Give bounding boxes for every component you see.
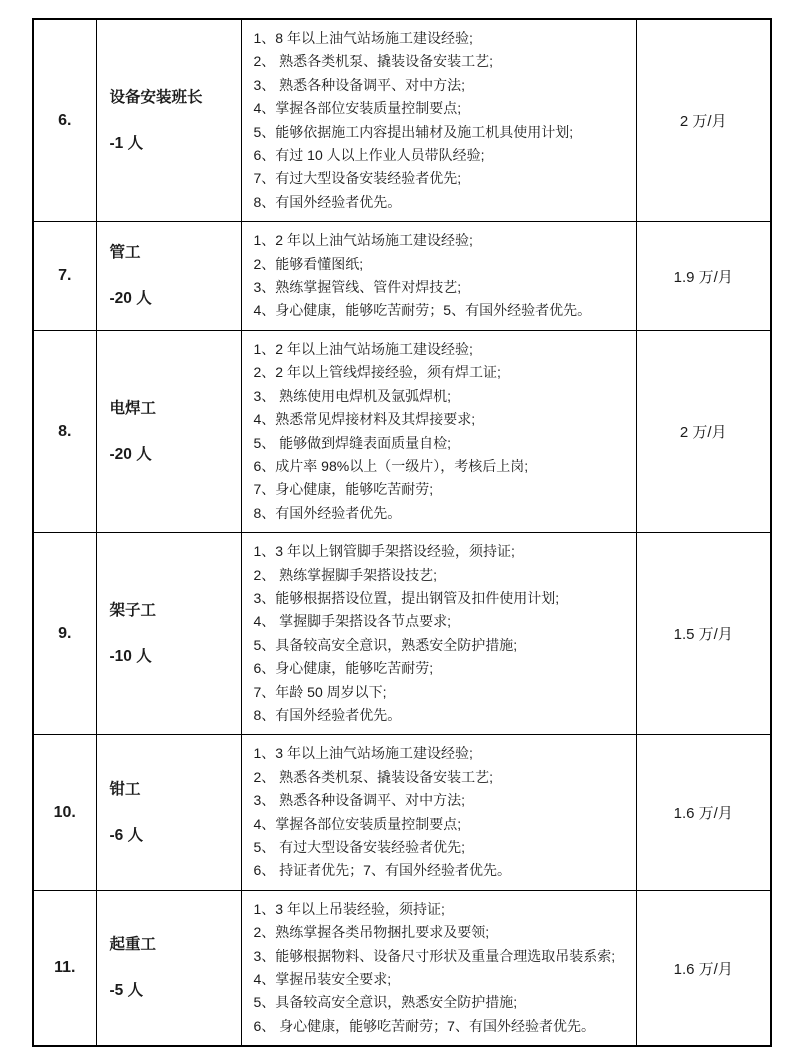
job-title: 电焊工	[109, 399, 157, 417]
job-headcount: -20 人	[109, 290, 152, 308]
requirement-line: 7、有过大型设备安装经验者优先;	[253, 170, 462, 187]
table-row-job-6	[33, 19, 771, 222]
row-number-text: 8.	[58, 422, 72, 440]
requirement-line: 2、2 年以上管线焊接经验，须有焊工证;	[253, 364, 501, 381]
job-title: 钳工	[109, 780, 141, 798]
requirement-line: 8、有国外经验者优先。	[253, 504, 402, 521]
row-number-text: 7.	[58, 267, 72, 285]
salary-value: 1.5 万/月	[673, 626, 733, 644]
requirement-line: 7、身心健康，能够吃苦耐劳;	[253, 481, 434, 498]
table-row-job-11	[33, 890, 771, 1046]
row-number-text: 6.	[58, 111, 72, 129]
requirement-line: 2、 熟练掌握脚手架搭设技艺;	[253, 566, 438, 583]
requirement-line: 3、 熟悉各种设备调平、对中方法;	[253, 792, 466, 809]
requirement-line: 6、成片率 98%以上（一级片），考核后上岗;	[253, 457, 529, 474]
job-title-cell	[96, 222, 241, 331]
requirement-line: 6、有过 10 人以上作业人员带队经验;	[253, 147, 485, 164]
requirement-line: 5、具备较高安全意识，熟悉安全防护措施;	[253, 994, 518, 1011]
job-salary-cell	[636, 19, 771, 222]
requirement-line: 1、3 年以上吊装经验，须持证;	[253, 900, 445, 917]
job-requirements-cell	[241, 890, 636, 1046]
requirement-line: 8、有国外经验者优先。	[253, 193, 402, 210]
job-requirements-cell	[241, 222, 636, 331]
requirement-line: 3、 熟练使用电焊机及氩弧焊机;	[253, 387, 452, 404]
requirement-line: 4、掌握吊装安全要求;	[253, 971, 392, 988]
job-headcount: -20 人	[109, 445, 152, 463]
requirement-line: 2、能够看懂图纸;	[253, 255, 364, 272]
requirement-line: 3、 熟悉各种设备调平、对中方法;	[253, 76, 466, 93]
requirement-line: 1、8 年以上油气站场施工建设经验;	[253, 30, 473, 46]
job-title: 起重工	[109, 936, 157, 954]
requirement-line: 3、能够根据物料、设备尺寸形状及重量合理选取吊装系索;	[253, 947, 616, 964]
job-salary-cell	[636, 735, 771, 890]
requirement-line: 5、能够依据施工内容提出辅材及施工机具使用计划;	[253, 123, 574, 140]
requirement-line: 4、身心健康，能够吃苦耐劳；5、有国外经验者优先。	[253, 302, 592, 319]
salary-value: 1.6 万/月	[673, 960, 733, 978]
requirement-line: 4、掌握各部位安装质量控制要点;	[253, 100, 462, 117]
job-headcount: -10 人	[109, 647, 152, 665]
salary-value: 2 万/月	[679, 424, 727, 441]
requirement-line: 5、具备较高安全意识，熟悉安全防护措施;	[253, 636, 518, 653]
requirement-line: 1、3 年以上钢管脚手架搭设经验，须持证;	[253, 543, 515, 560]
requirement-line: 5、 能够做到焊缝表面质量自检;	[253, 434, 452, 451]
job-title-cell	[96, 890, 241, 1046]
requirement-line: 3、能够根据搭设位置，提出钢管及扣件使用计划;	[253, 589, 560, 606]
job-salary-cell	[636, 330, 771, 532]
salary-value: 1.9 万/月	[673, 268, 733, 286]
job-title-cell	[96, 533, 241, 735]
job-requirements-table	[32, 18, 772, 1047]
requirement-line: 8、有国外经验者优先。	[253, 706, 402, 723]
requirement-line: 6、 持证者优先；7、有国外经验者优先。	[253, 862, 511, 879]
salary-value: 1.6 万/月	[673, 805, 733, 823]
row-number-text: 9.	[58, 624, 72, 642]
job-requirements-cell	[241, 735, 636, 890]
requirement-line: 2、熟练掌握各类吊物捆扎要求及要领;	[253, 924, 490, 941]
requirement-line: 5、 有过大型设备安装经验者优先;	[253, 839, 466, 855]
job-title: 管工	[109, 244, 141, 262]
job-salary-cell	[636, 533, 771, 735]
job-title-cell	[96, 330, 241, 532]
row-number	[33, 222, 96, 331]
salary-value: 2 万/月	[679, 113, 727, 131]
requirement-line: 3、熟练掌握管线、管件对焊技艺;	[253, 279, 462, 296]
row-number	[33, 533, 96, 735]
requirement-line: 4、熟悉常见焊接材料及其焊接要求;	[253, 411, 476, 428]
requirement-line: 6、身心健康，能够吃苦耐劳;	[253, 660, 434, 677]
job-requirements-cell	[241, 330, 636, 532]
requirement-line: 6、 身心健康，能够吃苦耐劳；7、有国外经验者优先。	[253, 1017, 595, 1034]
row-number	[33, 735, 96, 890]
job-title: 架子工	[109, 601, 157, 619]
row-number	[33, 890, 96, 1046]
row-number-text: 10.	[53, 803, 76, 821]
requirement-line: 1、2 年以上油气站场施工建设经验;	[253, 232, 473, 249]
requirement-line: 2、 熟悉各类机泵、撬装设备安装工艺;	[253, 53, 494, 70]
table-row-job-9	[33, 533, 771, 735]
job-title-cell	[96, 19, 241, 222]
row-number	[33, 19, 96, 222]
requirement-line: 4、 掌握脚手架搭设各节点要求;	[253, 613, 452, 630]
requirement-line: 7、年龄 50 周岁以下;	[253, 683, 387, 700]
requirement-line: 2、 熟悉各类机泵、撬装设备安装工艺;	[253, 768, 494, 785]
job-headcount: -1 人	[109, 134, 144, 152]
job-headcount: -5 人	[109, 982, 144, 1000]
row-number	[33, 330, 96, 532]
job-requirements-cell	[241, 533, 636, 735]
requirement-line: 1、3 年以上油气站场施工建设经验;	[253, 745, 473, 762]
table-row-job-10	[33, 735, 771, 890]
table-row-job-8	[33, 330, 771, 532]
job-salary-cell	[636, 890, 771, 1046]
requirement-line: 1、2 年以上油气站场施工建设经验;	[253, 340, 473, 357]
job-requirements-cell	[241, 19, 636, 222]
table-row-job-7	[33, 222, 771, 331]
job-title-cell	[96, 735, 241, 890]
job-salary-cell	[636, 222, 771, 331]
requirement-line: 4、掌握各部位安装质量控制要点;	[253, 815, 462, 832]
row-number-text: 11.	[54, 959, 76, 977]
job-title: 设备安装班长	[109, 88, 203, 106]
job-headcount: -6 人	[109, 826, 144, 844]
